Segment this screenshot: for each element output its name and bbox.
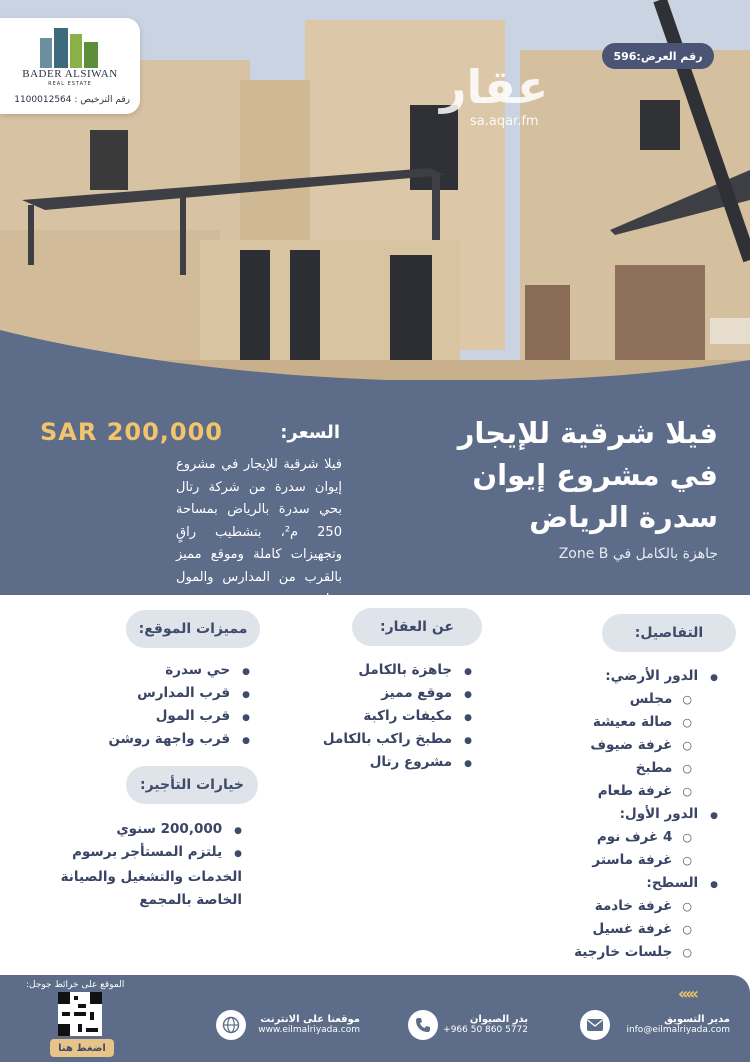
location-list (50, 659, 250, 751)
list-item: ● مشروع رتال (272, 751, 472, 774)
list-group-heading: ● السطح: (518, 872, 718, 895)
list-item: ○ مطبخ (518, 757, 718, 780)
list-group-heading: ● الدور الأول: (518, 803, 718, 826)
list-item: ● قرب المدارس (50, 682, 250, 705)
about-heading: عن العقار: (352, 608, 482, 646)
list-group-heading: ● الدور الأرضي: (518, 665, 718, 688)
rental-list (42, 818, 242, 912)
location-heading: مميزات الموقع: (126, 610, 260, 648)
price-label: السعر: (280, 422, 340, 443)
phone-title: بدر الصيوان (469, 1014, 528, 1025)
list-item: ● قرب واجهة روشن (50, 728, 250, 751)
list-item: ● قرب المول (50, 705, 250, 728)
website-contact[interactable] (250, 1014, 360, 1035)
buildings-logo-icon (36, 24, 104, 68)
email-icon (580, 1010, 610, 1040)
qr-code[interactable] (58, 992, 102, 1036)
website-url: www.eilmalriyada.com (258, 1025, 360, 1035)
band-curve (0, 300, 750, 410)
website-title: موقعنا على الانترنت (260, 1014, 360, 1025)
email-title: مدير التسويق (664, 1014, 730, 1025)
list-item: ● 200,000 سنوي (42, 818, 242, 841)
company-logo-card (0, 18, 140, 114)
property-title: فيلا شرقية للإيجار في مشروع إيوان سدرة الرياض (457, 416, 718, 534)
map-label: الموقع على خرائط جوجل: (26, 980, 125, 990)
phone-number: +966 50 860 5772 (443, 1025, 528, 1035)
company-name: BADER ALSIWAN (22, 68, 118, 80)
price-value: SAR 200,000 (40, 418, 224, 446)
about-list (272, 659, 472, 774)
license-line (10, 95, 130, 105)
list-item: ● موقع مميز (272, 682, 472, 705)
list-item: ● جاهزة بالكامل (272, 659, 472, 682)
list-item: ○ غرفة غسيل (518, 918, 718, 941)
company-subtitle: REAL ESTATE (48, 81, 92, 87)
qr-icon (58, 992, 102, 1036)
list-item: ○ 4 غرف نوم (518, 826, 718, 849)
list-item: ○ صالة معيشة (518, 711, 718, 734)
list-item: ○ جلسات خارجية (518, 941, 718, 964)
chevrons-decoration-icon: ‹‹‹‹‹ (678, 984, 696, 1003)
email-contact[interactable] (614, 1014, 730, 1035)
details-heading: التفاصيل: (602, 614, 736, 652)
license-number: 1100012564 (14, 95, 72, 105)
phone-contact[interactable] (440, 1014, 528, 1035)
list-item: ○ غرفة ضيوف (518, 734, 718, 757)
license-label: رقم الترخيص : (74, 95, 130, 105)
watermark-logo: عقار (440, 60, 549, 114)
offer-number-badge: رقم العرض:596 (602, 43, 714, 69)
phone-icon (408, 1010, 438, 1040)
list-item: ○ غرفة طعام (518, 780, 718, 803)
list-item: ● مكيفات راكبة (272, 705, 472, 728)
globe-icon (216, 1010, 246, 1040)
press-here-button[interactable]: اضغط هنا (50, 1039, 114, 1057)
email-address: info@eilmalriyada.com (626, 1025, 730, 1035)
list-item: ● يلتزم المستأجر برسوم الخدمات والتشغيل والصيانة الخاصة بالمجمع (42, 841, 242, 912)
list-item: ● حي سدرة (50, 659, 250, 682)
list-item: ○ غرفة خادمة (518, 895, 718, 918)
watermark-url: sa.aqar.fm (470, 114, 539, 129)
property-description: فيلا شرقية للإيجار في مشروع إيوان سدرة من شركة رتال بحي سدرة بالرياض بمساحة 250 م²، بتشطيب راقٍ وتجهيزات كاملة وموقع مميز بالقرب من المدارس والمول وواجهة روشن. (176, 457, 342, 607)
details-list (518, 665, 718, 964)
list-item: ● مطبخ راكب بالكامل (272, 728, 472, 751)
property-subtitle: جاهزة بالكامل في Zone B (558, 546, 718, 562)
list-item: ○ مجلس (518, 688, 718, 711)
rental-heading: خيارات التأجير: (126, 766, 258, 804)
list-item: ○ غرفة ماستر (518, 849, 718, 872)
